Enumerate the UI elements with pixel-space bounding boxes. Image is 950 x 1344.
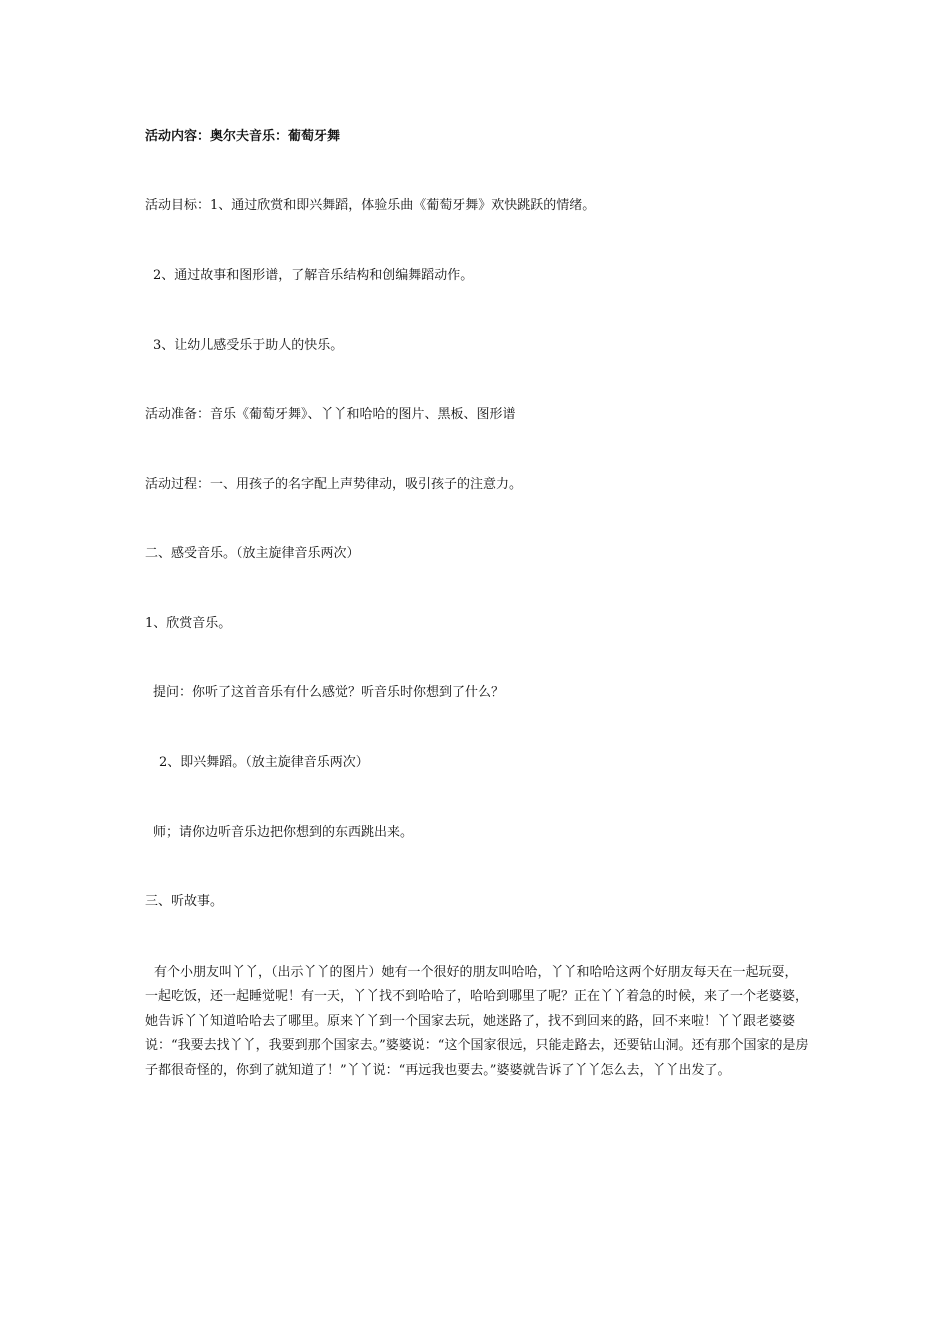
activity-process-1: 活动过程：一、用孩子的名字配上声势律动，吸引孩子的注意力。: [145, 477, 523, 492]
section-3-heading: 三、听故事。: [145, 894, 224, 909]
activity-preparation: 活动准备：音乐《葡萄牙舞》、丫丫和哈哈的图片、黑板、图形谱: [145, 407, 516, 422]
story-paragraph: 有个小朋友叫丫丫，（出示丫丫的图片）她有一个很好的朋友叫哈哈，丫丫和哈哈这两个好朋友每天在一起玩耍，一起吃饭，还一起睡觉呢！有一天，丫丫找不到哈哈了，哈哈到哪里了呢？正在丫丫着急的时候，来了一个老婆婆，她告诉丫丫知道哈哈去了哪里。原来丫丫到一个国家去玩，她迷路了，找不到回来的路，回不来啦！丫丫跟老婆婆说：“我要去找丫丫，我要到那个国家去。”婆婆说：“这个国家很远，只能走路去，还要钻山洞。还有那个国家的是房子都很奇怪的，你到了就知道了！”丫丫说：“再远我也要去。”婆婆就告诉了丫丫怎么去，丫丫出发了。: [145, 965, 809, 1078]
question-prompt: 提问：你听了这首音乐有什么感觉？听音乐时你想到了什么？: [153, 685, 505, 700]
step-2: 2、即兴舞蹈。（放主旋律音乐两次）: [159, 755, 369, 770]
goal-3: 3、让幼儿感受乐于助人的快乐。: [153, 338, 344, 353]
activity-title: 活动内容：奥尔夫音乐：葡萄牙舞: [145, 129, 341, 144]
teacher-instruction: 师；请你边听音乐边把你想到的东西跳出来。: [153, 825, 414, 840]
section-2-heading: 二、感受音乐。（放主旋律音乐两次）: [145, 546, 360, 561]
step-1: 1、欣赏音乐。: [145, 616, 232, 631]
goal-2: 2、通过故事和图形谱，了解音乐结构和创编舞蹈动作。: [153, 268, 474, 283]
goal-1: 活动目标：1、通过欣赏和即兴舞蹈，体验乐曲《葡萄牙舞》欢快跳跃的情绪。: [145, 198, 596, 213]
